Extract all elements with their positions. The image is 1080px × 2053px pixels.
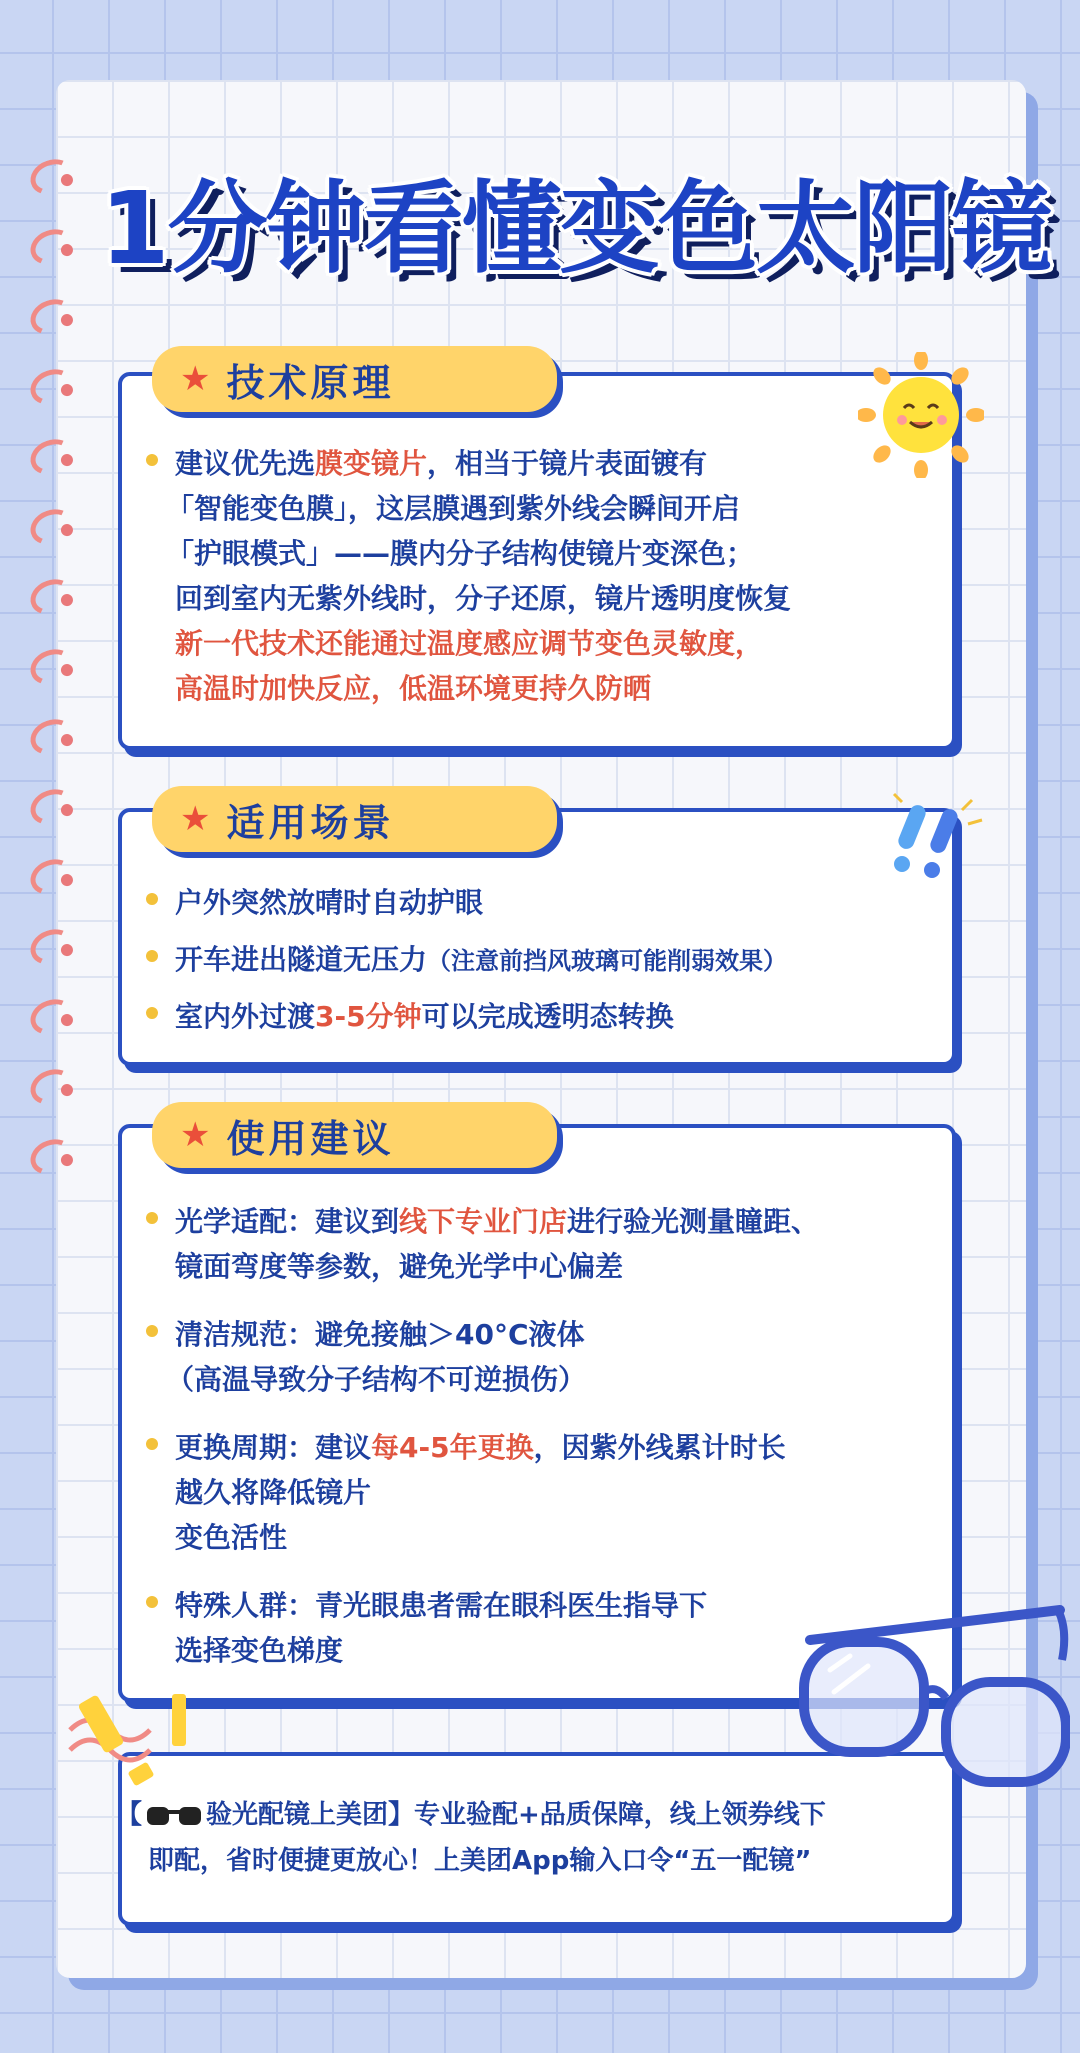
binding-ring: [26, 224, 79, 271]
binding-ring: [26, 1064, 79, 1111]
binding-ring: [26, 1134, 79, 1181]
binding-ring: [26, 714, 79, 761]
binding-ring: [26, 994, 79, 1041]
binding-ring: [26, 364, 79, 411]
scene-item-2: 开车进出隧道无压力（注意前挡风玻璃可能削弱效果）: [175, 943, 788, 976]
tech-line-1: 建议优先选膜变镜片，相当于镜片表面镀有: [175, 447, 708, 480]
tech-heading-tab: [152, 346, 557, 412]
bullet-icon: [146, 950, 158, 962]
binding-ring: [26, 154, 79, 201]
promo-line-1: 【 验光配镜上美团】专业验配+品质保障，线上领券线下: [116, 1800, 826, 1830]
advice-item-3: 更换周期：建议每4-5年更换，因紫外线累计时长: [175, 1431, 786, 1464]
binding-ring: [26, 924, 79, 971]
scene-heading-tab: [152, 786, 557, 852]
advice-item-2: 清洁规范：避免接触＞40°C液体: [175, 1318, 585, 1351]
tech-line-5: 新一代技术还能通过温度感应调节变色灵敏度，: [175, 627, 764, 660]
promo-line-2: 即配，省时便捷更放心！上美团App输入口令“五一配镜”: [148, 1846, 812, 1876]
binding-ring: [26, 854, 79, 901]
binding-ring: [26, 434, 79, 481]
exclamation-icon: [890, 790, 990, 880]
binding-ring: [26, 574, 79, 621]
bullet-icon: [146, 1007, 158, 1019]
bullet-icon: [146, 1212, 158, 1224]
binding-ring: [26, 504, 79, 551]
advice-heading-tab: [152, 1102, 557, 1168]
star-icon: ★: [180, 1115, 211, 1155]
scene-heading: 适用场景: [226, 800, 395, 845]
advice-item-4-cont: 选择变色梯度: [175, 1634, 344, 1667]
spiral-binding: [30, 160, 90, 1210]
advice-item-2-cont: （高温导致分子结构不可逆损伤）: [166, 1363, 587, 1396]
tech-line-3: 「护眼模式」——膜内分子结构使镜片变深色；: [166, 537, 755, 570]
tech-heading: 技术原理: [226, 360, 395, 405]
advice-item-3-cont2: 变色活性: [175, 1521, 288, 1554]
bullet-icon: [146, 454, 158, 466]
binding-ring: [26, 294, 79, 341]
advice-item-1: 光学适配：建议到线下专业门店进行验光测量瞳距、: [175, 1205, 820, 1238]
binding-ring: [26, 784, 79, 831]
glasses-icon: [790, 1600, 1070, 1790]
star-icon: ★: [180, 799, 211, 839]
advice-item-1-cont: 镜面弯度等参数，避免光学中心偏差: [175, 1250, 624, 1283]
binding-ring: [26, 644, 79, 691]
advice-item-3-cont: 越久将降低镜片: [175, 1476, 372, 1509]
bullet-icon: [146, 1438, 158, 1450]
advice-item-4: 特殊人群：青光眼患者需在眼科医生指导下: [175, 1589, 708, 1622]
sun-icon: [858, 352, 984, 478]
page-title: 1分钟看懂变色太阳镜: [100, 170, 1050, 287]
bullet-icon: [146, 1596, 158, 1608]
scene-item-1: 户外突然放晴时自动护眼: [175, 886, 484, 919]
tech-line-2: 「智能变色膜」，这层膜遇到紫外线会瞬间开启: [166, 492, 741, 525]
alert-icon: [60, 1690, 210, 1800]
scene-item-3: 室内外过渡3-5分钟可以完成透明态转换: [175, 1000, 674, 1033]
sunglasses-icon: [146, 1804, 202, 1828]
bullet-icon: [146, 893, 158, 905]
tech-line-6: 高温时加快反应，低温环境更持久防晒: [175, 672, 652, 705]
advice-heading: 使用建议: [226, 1116, 395, 1161]
tech-line-4: 回到室内无紫外线时，分子还原，镜片透明度恢复: [175, 582, 792, 615]
bullet-icon: [146, 1325, 158, 1337]
star-icon: ★: [180, 359, 211, 399]
